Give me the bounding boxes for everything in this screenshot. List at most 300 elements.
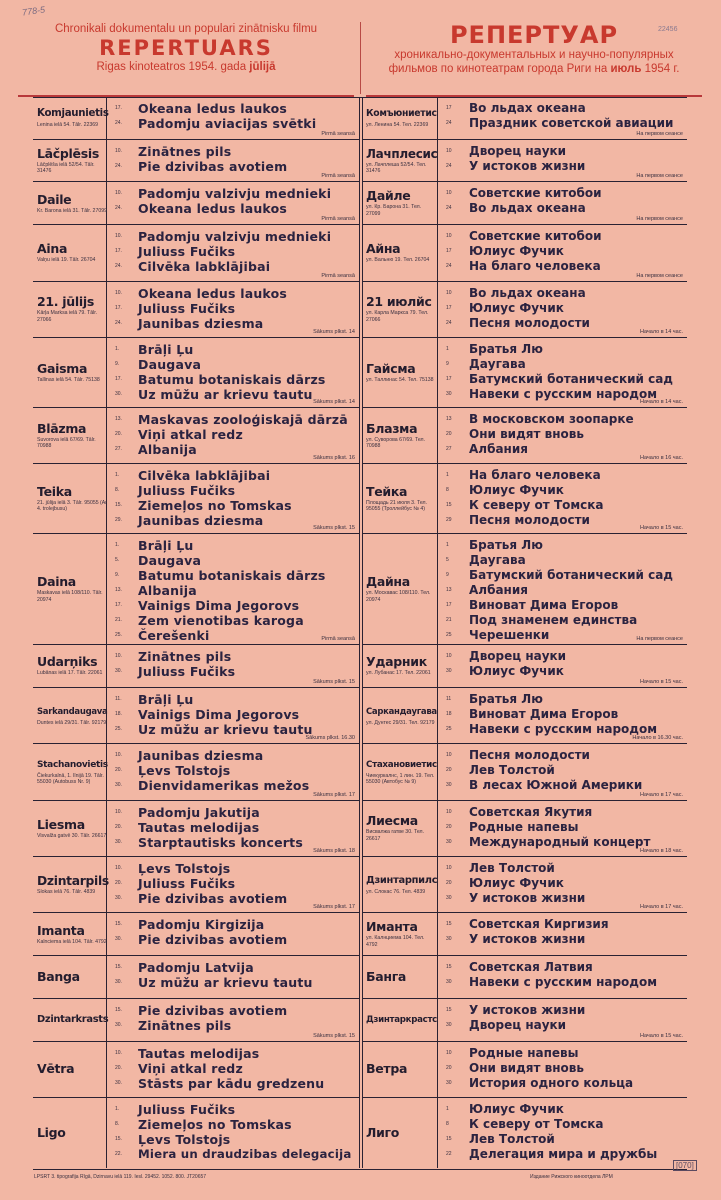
cinema-name: Комъюниетис [366, 108, 437, 120]
film-list [446, 186, 683, 216]
film-entry [115, 598, 355, 613]
film-title: Padomju Latvija [138, 960, 254, 976]
showtime-note: Pirmā seansā [321, 272, 355, 279]
film-list [446, 229, 683, 274]
film-entry [446, 861, 683, 876]
film-entry [115, 144, 355, 159]
cinema-row [362, 338, 687, 408]
film-date: 20. [115, 823, 122, 830]
cinema-address: Čiekurkalnā, 1. līnijā 19. Tālr. 55030 (Autobuss Nr. 9) [37, 772, 104, 786]
film-entry [115, 553, 355, 568]
film-title: К северу от Томска [469, 498, 604, 513]
film-entry [115, 583, 355, 598]
film-entry [115, 244, 355, 259]
cinema-address: Kalnciema ielā 104. Tālr. 4792 [37, 938, 107, 945]
film-title: Brāļi Ļu [138, 538, 194, 554]
film-entry [115, 932, 355, 947]
film-title: Даугава [469, 356, 526, 371]
film-title: Vainigs Dima Jegorovs [138, 598, 300, 614]
film-list [446, 917, 683, 947]
film-entry [446, 201, 683, 216]
showtime-note: Начало в 18 час. [640, 848, 683, 855]
film-date: 30 [446, 936, 452, 943]
cinema-cell [366, 801, 436, 856]
cinema-address: ул. Таллинас 54. Тел. 75138 [366, 376, 434, 383]
film-title: Юлиус Фучик [469, 1101, 564, 1116]
film-entry [115, 820, 355, 835]
film-date: 25 [446, 725, 452, 732]
film-entry [446, 583, 683, 598]
film-list [115, 342, 355, 402]
film-title: Дворец науки [469, 649, 567, 664]
film-title: Во льдах океана [469, 285, 586, 300]
film-entry [446, 876, 683, 891]
film-entry [115, 1102, 355, 1117]
cinema-row [33, 225, 359, 281]
cinema-name: Гайсма [366, 360, 416, 376]
film-date: 21. [115, 617, 122, 624]
cinema-cell [37, 225, 107, 280]
film-title: Cilvēka labklājibai [138, 468, 271, 484]
film-list [446, 960, 683, 990]
film-date: 17. [115, 248, 122, 255]
film-title: Делегация мира и дружбы [469, 1146, 658, 1161]
cinema-address: Чиекуркалнс, 1 лин. 19. Тел. 55030 (Автобус № 9) [366, 772, 435, 786]
film-date: 10. [115, 1049, 122, 1056]
cinema-name: Komjaunietis [37, 108, 109, 120]
film-list [446, 412, 683, 457]
cinema-address: ул. Лачплеша 52/54. Тел. 31476 [366, 161, 427, 175]
film-title: Brāļi Ļu [138, 341, 194, 357]
film-entry [115, 1132, 355, 1147]
film-entry [446, 412, 683, 427]
film-date: 30 [446, 1079, 452, 1086]
film-date: 5 [446, 557, 449, 564]
cinema-address: ул. Дунтес 29/31. Тел. 92179 [366, 719, 435, 726]
film-date: 20 [446, 767, 452, 774]
film-entry [115, 805, 355, 820]
film-list [446, 1102, 683, 1162]
film-date: 13 [446, 587, 452, 594]
film-list [446, 342, 683, 402]
film-title: Юлиус Фучик [469, 244, 564, 259]
film-title: Виноват Дима Егоров [469, 598, 619, 613]
film-title: Vainigs Dima Jegorovs [138, 706, 300, 722]
film-entry [115, 707, 355, 722]
film-list [115, 468, 355, 528]
cinema-name: Саркандаугава [366, 706, 437, 717]
cinema-name: Дзинтаркрастс [366, 1014, 437, 1025]
film-entry [446, 372, 683, 387]
film-date: 10. [115, 147, 122, 154]
showtime-note: На первом сеансе [636, 272, 683, 279]
film-date: 1 [446, 472, 449, 479]
film-list [115, 229, 355, 274]
film-title: Okeana ledus laukos [138, 285, 288, 301]
film-title: Uz mūžu ar krievu tautu [138, 721, 313, 737]
cinema-name: Ветра [366, 1061, 408, 1077]
header-divider [360, 22, 361, 94]
cinema-name: Dzintarkrasts [37, 1013, 109, 1025]
archive-side-mark: 22456 [658, 26, 678, 33]
film-title: Албания [469, 583, 528, 598]
header-lv-period-text: Rigas kinoteatros 1954. gada [96, 61, 247, 73]
film-date: 11 [446, 695, 452, 702]
showtime-note: Начало в 14 час. [640, 398, 683, 405]
film-date: 13. [115, 587, 122, 594]
showtime-note: Начало в 17 час. [640, 904, 683, 911]
film-title: Padomju Kirgizija [138, 917, 265, 933]
film-title: У истоков жизни [469, 891, 586, 906]
header-russian [366, 22, 702, 76]
film-date: 8 [446, 487, 449, 494]
film-date: 10. [115, 289, 122, 296]
film-title: Daugava [138, 553, 202, 569]
header-ru-year: 1954 г. [644, 63, 680, 75]
film-list [115, 286, 355, 331]
showtime-note: Pirmā seansā [321, 130, 355, 137]
film-title: Праздник советской авиации [469, 116, 674, 130]
showtime-note: На первом сеансе [636, 636, 683, 643]
showtime-note: Sākums plkst. 17 [313, 791, 355, 798]
film-date: 10 [446, 190, 452, 197]
film-date: 9 [446, 360, 449, 367]
film-date: 15 [446, 921, 452, 928]
film-date: 10. [115, 808, 122, 815]
film-date: 15 [446, 964, 452, 971]
film-date: 25. [115, 632, 122, 639]
cinema-address: Slokas ielā 76. Tālr. 4839 [37, 888, 96, 895]
film-date: 30 [446, 782, 452, 789]
film-title: Dienvidamerikas mežos [138, 778, 310, 794]
film-entry [115, 498, 355, 513]
cinema-cell [366, 857, 436, 912]
film-date: 10 [446, 808, 452, 815]
film-entry [115, 372, 355, 387]
showtime-note: На первом сеансе [636, 216, 683, 223]
cinema-address: ул. Карла Маркса 79. Тел. 27066 [366, 310, 429, 323]
showtime-note: Sākums plkst. 15 [313, 525, 355, 532]
film-date: 24 [446, 162, 452, 169]
film-date: 10. [115, 865, 122, 872]
cinema-address: ул. Калнциема 104. Тел. 4792 [366, 935, 425, 948]
film-title: Лев Толстой [469, 1131, 555, 1146]
film-list [446, 101, 683, 131]
cinema-row [362, 857, 687, 913]
film-entry [115, 763, 355, 778]
cinema-row [33, 140, 359, 183]
film-title: Juliuss Fučiks [138, 300, 236, 316]
film-title: Jaunibas dziesma [138, 315, 264, 331]
film-date: 17 [446, 304, 452, 311]
film-entry [115, 960, 355, 975]
showtime-note: Pirmā seansā [321, 216, 355, 223]
film-title: Ļevs Tolstojs [138, 1131, 231, 1147]
film-entry [115, 861, 355, 876]
film-entry [115, 917, 355, 932]
film-date: 24 [446, 319, 452, 326]
footer-publisher: Издание Рижского киноотдела ЛРМ [530, 1174, 613, 1180]
film-title: У истоков жизни [469, 1002, 586, 1017]
film-date: 10 [446, 233, 452, 240]
cinema-cell [37, 913, 107, 955]
film-title: Навеки с русским народом [469, 386, 658, 401]
showtime-note: Pirmā seansā [321, 173, 355, 180]
film-entry [115, 1046, 355, 1061]
film-title: На благо человека [469, 259, 601, 274]
film-date: 24 [446, 205, 452, 212]
cinema-name: Айна [366, 241, 401, 257]
cinema-row [33, 801, 359, 857]
film-entry [446, 116, 683, 131]
showtime-note: Начало в 15 час. [640, 1032, 683, 1039]
showtime-note: Pirmā seansā [321, 636, 355, 643]
film-title: У истоков жизни [469, 932, 586, 947]
film-date: 17 [446, 602, 452, 609]
film-entry [115, 628, 355, 643]
cinema-name: Иманта [366, 919, 418, 935]
film-title: Zinātnes pils [138, 1017, 232, 1033]
cinema-row [33, 182, 359, 225]
cinema-name: Лачплесис [366, 146, 438, 161]
cinema-row [362, 97, 687, 140]
film-date: 30 [446, 1021, 452, 1028]
cinema-row [33, 688, 359, 744]
cinema-name: Дайле [366, 188, 411, 204]
cinema-cell [37, 97, 107, 139]
film-date: 18 [446, 710, 452, 717]
film-date: 25 [446, 632, 452, 639]
film-entry [115, 748, 355, 763]
film-date: 30. [115, 936, 122, 943]
film-list [115, 186, 355, 216]
cinema-address: Visvalža gatvē 30. Tālr. 26617 [37, 832, 107, 839]
footer-printer: LPSRT 3. tipografija Rīgā, Dzirnavu ielā 119. Iesl. 29452. 1052. 800. JT20657 [34, 1174, 207, 1180]
film-date: 30 [446, 979, 452, 986]
film-title: Ļevs Tolstojs [138, 763, 231, 779]
film-date: 21 [446, 617, 452, 624]
header-ru-title: РЕПЕРТУАР [449, 21, 619, 49]
cinema-name: Ударник [366, 654, 427, 670]
film-entry [115, 876, 355, 891]
film-entry [115, 159, 355, 174]
film-entry [446, 1076, 683, 1091]
film-date: 24 [446, 120, 452, 126]
film-date: 20 [446, 880, 452, 887]
cinema-address: Kr. Barona ielā 31. Tālr. 27099 [37, 207, 107, 214]
film-date: 15. [115, 1006, 122, 1013]
film-title: Viņi atkal redz [138, 426, 243, 442]
cinema-row [362, 801, 687, 857]
film-list [446, 861, 683, 906]
film-entry [446, 342, 683, 357]
film-title: Pie dzivibas avotiem [138, 891, 288, 907]
showtime-note: Начало в 15 час. [640, 525, 683, 532]
film-entry [115, 427, 355, 442]
showtime-note: Sākums plkst. 14 [313, 398, 355, 405]
cinema-cell [37, 1098, 107, 1168]
film-entry [446, 101, 683, 116]
cinema-name: Лиесма [366, 813, 418, 829]
film-entry [115, 568, 355, 583]
cinema-address: ул. Лубанас 17. Тел. 22061 [366, 670, 431, 677]
schedule-column-lv [33, 97, 359, 1168]
film-date: 10 [446, 752, 452, 759]
cinema-row [362, 282, 687, 338]
film-date: 17 [446, 375, 452, 382]
film-list [446, 286, 683, 331]
film-title: Pie dzivibas avotiem [138, 1002, 288, 1018]
film-date: 18. [115, 710, 122, 717]
film-entry [446, 975, 683, 990]
film-title: Jaunibas dziesma [138, 513, 264, 529]
film-date: 1 [446, 542, 449, 549]
film-entry [446, 159, 683, 174]
film-title: Родные напевы [469, 1045, 579, 1060]
film-list [115, 101, 355, 131]
cinema-row [33, 744, 359, 800]
film-title: Uz mūžu ar krievu tautu [138, 386, 313, 402]
film-entry [115, 664, 355, 679]
film-entry [115, 286, 355, 301]
film-title: Miera un draudzibas delegacija [138, 1146, 352, 1161]
film-title: Juliuss Fučiks [138, 483, 236, 499]
cinema-cell [37, 801, 107, 856]
film-title: Советская Латвия [469, 960, 593, 975]
film-title: Jaunibas dziesma [138, 748, 264, 764]
cinema-name: Vētra [37, 1061, 75, 1077]
film-title: Juliuss Fučiks [138, 1101, 236, 1117]
film-date: 17 [446, 105, 452, 111]
film-list [446, 649, 683, 679]
film-date: 15 [446, 1135, 452, 1142]
film-entry [115, 613, 355, 628]
cinema-cell [366, 408, 436, 463]
cinema-cell [37, 408, 107, 463]
film-entry [446, 748, 683, 763]
film-title: Они видят вновь [469, 426, 584, 441]
showtime-note: Sākums plkst. 17 [313, 904, 355, 911]
film-list [115, 144, 355, 174]
showtime-note: Sākums plkst. 15 [313, 1032, 355, 1039]
film-title: Okeana ledus laukos [138, 201, 288, 217]
film-title: Zinātnes pils [138, 143, 232, 159]
film-title: Zem vienotibas karoga [138, 613, 304, 629]
film-date: 24. [115, 319, 122, 326]
film-date: 1. [115, 472, 120, 479]
film-title: Советские китобои [469, 229, 602, 244]
film-date: 17 [446, 248, 452, 255]
showtime-note: Начало в 16.30 час. [632, 735, 683, 742]
film-entry [446, 1046, 683, 1061]
film-date: 17. [115, 375, 122, 382]
film-entry [115, 468, 355, 483]
film-date: 27 [446, 445, 452, 452]
film-list [115, 748, 355, 793]
cinema-row [33, 999, 359, 1042]
film-entry [446, 498, 683, 513]
film-title: Виноват Дима Егоров [469, 706, 619, 721]
cinema-address: Suvorova ielā 67/69. Tālr. 70988 [37, 436, 96, 450]
cinema-name: 21 июлйс [366, 294, 432, 310]
film-date: 10. [115, 233, 122, 240]
cinema-row [33, 534, 359, 645]
cinema-name: Aina [37, 241, 68, 257]
film-list [446, 805, 683, 850]
film-entry [446, 144, 683, 159]
film-date: 30. [115, 838, 122, 845]
film-date: 24. [115, 120, 122, 126]
film-title: Ziemeļos no Tomskas [138, 498, 292, 514]
film-date: 30. [115, 390, 122, 397]
cinema-row [33, 338, 359, 408]
cinema-cell [366, 534, 436, 644]
showtime-note: Начало в 17 час. [640, 791, 683, 798]
film-date: 15. [115, 921, 122, 928]
cinema-cell [366, 956, 436, 998]
film-date: 17. [115, 105, 122, 111]
film-entry [115, 301, 355, 316]
cinema-row [362, 464, 687, 534]
cinema-row [362, 1042, 687, 1098]
film-entry [446, 692, 683, 707]
cinema-cell [37, 338, 107, 407]
cinema-row [362, 1098, 687, 1168]
film-entry [115, 1117, 355, 1132]
film-date: 10. [115, 190, 122, 197]
cinema-cell [366, 1098, 436, 1168]
film-entry [446, 805, 683, 820]
cinema-cell [37, 744, 107, 799]
film-title: Советская Якутия [469, 804, 593, 819]
archive-number: [070] [673, 1160, 697, 1171]
film-title: Batumu botaniskais dārzs [138, 371, 326, 387]
film-list [115, 1102, 355, 1162]
cinema-name: Stachanovietis [37, 759, 108, 770]
film-title: Padomju Jakutija [138, 804, 260, 820]
cinema-name: Блазма [366, 420, 418, 436]
film-date: 10. [115, 653, 122, 660]
film-entry [446, 244, 683, 259]
film-date: 20 [446, 823, 452, 830]
cinema-cell [37, 999, 107, 1041]
cinema-cell [366, 1042, 436, 1097]
cinema-row [362, 225, 687, 281]
cinema-name: Imanta [37, 922, 85, 938]
film-date: 9. [115, 572, 120, 579]
header-lv-period [18, 60, 354, 74]
header-ru-subtitle: хроникально-документальных и научно-популярных [394, 49, 674, 61]
film-title: Ziemeļos no Tomskas [138, 1116, 292, 1132]
film-list [115, 1046, 355, 1091]
film-title: Родные напевы [469, 819, 579, 834]
cinema-name: Liesma [37, 816, 85, 832]
film-entry [115, 1061, 355, 1076]
film-title: Padomju valzivju mednieki [138, 186, 332, 202]
film-date: 30 [446, 895, 452, 902]
film-title: Maskavas zooloģiskajā dārzā [138, 411, 348, 427]
cinema-name: Gaisma [37, 360, 88, 376]
film-date: 5. [115, 557, 120, 564]
cinema-name: Daina [37, 574, 76, 590]
cinema-name: Тейка [366, 483, 408, 499]
cinema-address: Lenina ielā 54. Tālr. 22369 [37, 122, 99, 129]
film-date: 29. [115, 517, 122, 524]
cinema-cell [37, 534, 107, 644]
cinema-name: Dzintarpils [37, 873, 109, 888]
showtime-note: Sākums plkst. 15 [313, 678, 355, 685]
film-title: Они видят вновь [469, 1060, 584, 1075]
